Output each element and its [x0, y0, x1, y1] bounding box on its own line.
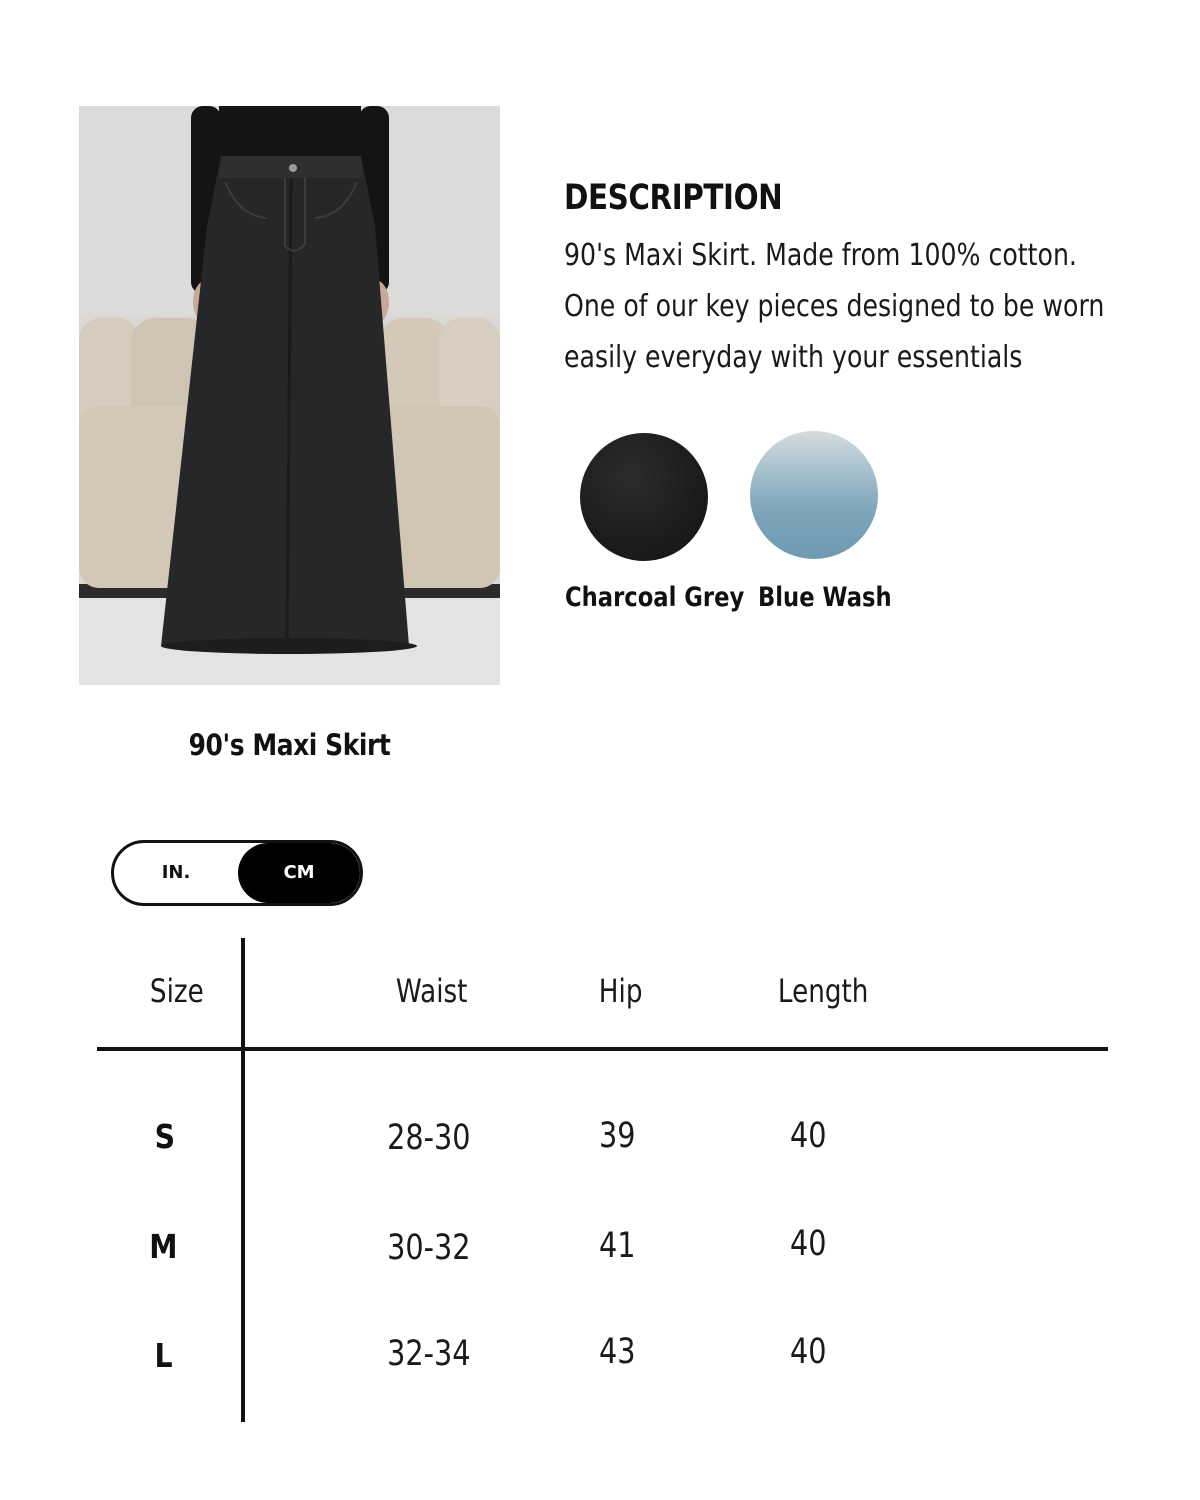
length-cell: 40 [790, 1224, 827, 1264]
size-cell: S [154, 1117, 176, 1156]
size-cell: M [149, 1227, 178, 1266]
hip-cell: 39 [599, 1116, 636, 1156]
length-cell: 40 [790, 1116, 827, 1156]
waist-cell: 32-34 [387, 1334, 471, 1374]
column-header-waist: Waist [395, 972, 468, 1010]
table-divider-vertical [241, 938, 245, 1422]
description-text: 90's Maxi Skirt. Made from 100% cotton. One of our key pieces designed to be worn easily everyday with your essentials [564, 238, 1105, 375]
description-heading: DESCRIPTION [564, 178, 783, 218]
product-photo [79, 106, 500, 685]
column-header-length: Length [777, 972, 869, 1010]
hip-cell: 41 [599, 1226, 636, 1266]
color-swatch-blue-wash[interactable] [750, 431, 878, 559]
color-swatch-charcoal-grey[interactable] [580, 433, 708, 561]
unit-option-inches[interactable]: IN. [161, 862, 191, 883]
column-header-size: Size [149, 972, 204, 1010]
product-name: 90's Maxi Skirt [188, 728, 391, 762]
size-cell: L [154, 1336, 173, 1375]
unit-toggle[interactable] [111, 840, 363, 906]
color-label-blue-wash: Blue Wash [758, 582, 892, 613]
column-header-hip: Hip [598, 972, 643, 1010]
table-divider-horizontal [97, 1047, 1108, 1051]
waist-cell: 30-32 [387, 1228, 471, 1268]
hip-cell: 43 [599, 1332, 636, 1372]
unit-option-cm[interactable]: CM [238, 843, 360, 903]
waist-cell: 28-30 [387, 1118, 471, 1158]
length-cell: 40 [790, 1332, 827, 1372]
color-label-charcoal-grey: Charcoal Grey [565, 582, 745, 613]
